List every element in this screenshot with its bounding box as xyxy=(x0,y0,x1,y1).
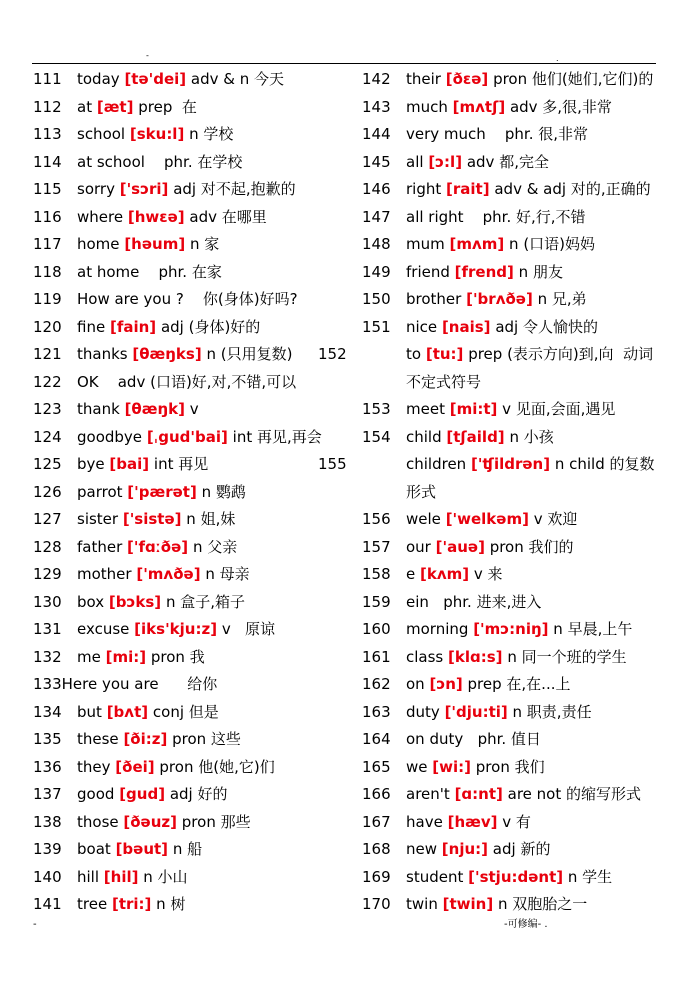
entry-phonetic: [æt] xyxy=(96,97,134,116)
vocab-entry xyxy=(362,561,662,589)
entry-phonetic: ['mʌðə] xyxy=(136,565,201,583)
entry-number: 158 xyxy=(362,565,391,583)
vocab-entry xyxy=(33,149,358,177)
vocab-entry xyxy=(33,286,358,314)
entry-number: 165 xyxy=(362,757,391,776)
entry-phonetic: [ði:z] xyxy=(123,730,168,748)
entry-word: meet xyxy=(406,400,445,418)
entry-phonetic: [ˌgud'bai] xyxy=(146,427,228,446)
entry-definition: adj 令人愉快的 xyxy=(495,317,598,336)
entry-word: box xyxy=(77,592,105,611)
entry-definition: 你(身体)好吗? xyxy=(188,290,298,308)
entry-definition: pron 我们的 xyxy=(489,537,574,556)
entry-word: their xyxy=(406,70,441,88)
vocab-entry xyxy=(33,671,358,699)
entry-phonetic: ['dju:ti] xyxy=(444,702,508,721)
entry-word: hill xyxy=(77,867,100,886)
entry-number: 159 xyxy=(362,592,391,611)
entry-word: our xyxy=(406,537,431,556)
entry-definition: v 来 xyxy=(473,565,503,583)
entry-word: very much xyxy=(406,125,486,143)
entry-definition: pron 我 xyxy=(150,647,205,666)
entry-definition: n 同一个班的学生 xyxy=(507,647,627,666)
entry-word: where xyxy=(77,207,124,226)
entry-phonetic: [hæv] xyxy=(447,812,498,831)
entry-number: 124 xyxy=(33,427,62,446)
entry-number: 134 xyxy=(33,702,62,721)
entry-word: duty xyxy=(406,702,440,721)
entry-word: to xyxy=(406,345,422,363)
entry-number: 141 xyxy=(33,895,62,913)
entry-definition: n 早晨,上午 xyxy=(553,620,633,638)
entry-word: class xyxy=(406,647,444,666)
entry-word: tree xyxy=(77,895,108,913)
entry-definition: int 再见 xyxy=(153,455,209,473)
entry-number: 144 xyxy=(362,125,391,143)
vocab-entry xyxy=(33,396,358,424)
vocab-entry xyxy=(362,94,662,122)
entry-definition: adv (口语)好,对,不错,可以 xyxy=(103,372,297,391)
entry-phonetic: [ðəuz] xyxy=(123,812,177,831)
vocab-entry xyxy=(33,561,358,589)
entry-phonetic: ['ʧildrən] xyxy=(470,455,551,473)
entry-word: goodbye xyxy=(77,427,143,446)
entry-phonetic: [nju:] xyxy=(441,840,489,858)
entry-definition: n 学校 xyxy=(189,125,234,143)
entry-word: right xyxy=(406,180,442,198)
vocab-entry xyxy=(362,864,662,892)
entry-phonetic: [iks'kju:z] xyxy=(134,620,218,638)
entry-definition: phr. 值日 xyxy=(468,730,541,748)
vocab-entry xyxy=(33,699,358,727)
entry-word: at school xyxy=(77,152,145,171)
vocab-entry xyxy=(33,589,358,617)
entry-definition: n 父亲 xyxy=(192,537,238,556)
entry-number: 143 xyxy=(362,97,391,116)
entry-number: 163 xyxy=(362,702,391,721)
vocab-entry xyxy=(362,836,662,864)
entry-phonetic: ['auə] xyxy=(435,537,485,556)
vocab-entry xyxy=(33,176,358,204)
entry-word: nice xyxy=(406,317,438,336)
vocab-entry xyxy=(362,699,662,727)
entry-number: 122 xyxy=(33,372,62,391)
entry-number: 137 xyxy=(33,785,62,803)
entry-definition: phr. 好,行,不错 xyxy=(468,207,586,226)
entry-word: father xyxy=(77,537,123,556)
entry-word: they xyxy=(77,757,111,776)
entry-phonetic: [bʌt] xyxy=(106,702,149,721)
entry-number: 138 xyxy=(33,812,62,831)
entry-phonetic: ['sɔri] xyxy=(119,180,169,198)
entry-definition: phr. 在学校 xyxy=(149,152,243,171)
entry-number: 126 xyxy=(33,482,62,501)
entry-word: thanks xyxy=(77,345,128,363)
entry-phonetic: [nais] xyxy=(441,317,491,336)
entry-word: OK xyxy=(77,372,99,391)
vocab-entry xyxy=(362,891,662,919)
entry-phonetic: [mi:] xyxy=(105,647,147,666)
entry-word: on xyxy=(406,675,425,693)
entry-word: sister xyxy=(77,510,119,528)
entry-word: thank xyxy=(77,400,120,418)
vocab-entry xyxy=(362,314,662,342)
entry-definition: v xyxy=(189,400,199,418)
entry-phonetic: [mi:t] xyxy=(449,400,498,418)
entry-word: fine xyxy=(77,317,106,336)
entry-definition: pron 那些 xyxy=(181,812,251,831)
footer-label: -可修编- . xyxy=(504,919,548,930)
vocab-entry xyxy=(33,314,358,342)
entry-definition: n 学生 xyxy=(567,867,613,886)
entry-definition: adj (身体)好的 xyxy=(160,317,261,336)
entry-number: 128 xyxy=(33,537,62,556)
vocab-entry xyxy=(33,66,358,94)
entry-phonetic: ['pærət] xyxy=(127,482,197,501)
entry-number: 129 xyxy=(33,565,62,583)
vocab-entry xyxy=(362,149,662,177)
entry-number: 146 xyxy=(362,180,391,198)
vocab-entry xyxy=(33,809,358,837)
entry-word: ein xyxy=(406,592,429,611)
vocab-entry xyxy=(362,204,662,232)
vocab-entry xyxy=(362,671,662,699)
vocab-entry xyxy=(362,754,662,782)
entry-number: 156 xyxy=(362,510,391,528)
entry-definition: n (口语)妈妈 xyxy=(509,235,596,253)
entry-phonetic: [frend] xyxy=(454,262,514,281)
entry-word: Here you are xyxy=(61,675,159,693)
entry-definition: adj 对不起,抱歉的 xyxy=(173,180,296,198)
entry-phonetic: [həum] xyxy=(124,235,186,253)
entry-word: bye xyxy=(77,455,105,473)
entry-number: 142 xyxy=(362,70,391,88)
footer-mark-left: - xyxy=(33,919,37,930)
entry-word: at home xyxy=(77,262,140,281)
entry-word: these xyxy=(77,730,119,748)
vocab-entry xyxy=(33,836,358,864)
vocab-entry xyxy=(362,231,662,259)
entry-number: 114 xyxy=(33,152,62,171)
entry-number: 113 xyxy=(33,125,62,143)
entry-number: 150 xyxy=(362,290,391,308)
entry-definition: pron 他们(她们,它们)的 xyxy=(493,70,654,88)
entry-definition: v 原谅 xyxy=(221,620,276,638)
entry-word: mother xyxy=(77,565,132,583)
entry-word: me xyxy=(77,647,101,666)
entry-number: 117 xyxy=(33,235,62,253)
entry-phonetic: [rait] xyxy=(446,180,490,198)
entry-number: 136 xyxy=(33,757,62,776)
entry-phonetic: [gud] xyxy=(119,785,166,803)
entry-word: but xyxy=(77,702,102,721)
entry-number: 170 xyxy=(362,895,391,913)
entry-phonetic: [hil] xyxy=(103,867,139,886)
entry-number: 145 xyxy=(362,152,391,171)
entry-word: all right xyxy=(406,207,464,226)
entry-number: 162 xyxy=(362,675,391,693)
entry-phonetic: [mʌm] xyxy=(449,235,505,253)
vocab-entry xyxy=(362,424,662,452)
entry-phonetic: [θæŋks] xyxy=(132,345,202,363)
entry-number: 115 xyxy=(33,180,62,198)
entry-phonetic: [tə'dei] xyxy=(124,70,187,88)
entry-word: brother xyxy=(406,290,462,308)
entry-definition: n 树 xyxy=(156,895,186,913)
entry-word: those xyxy=(77,812,119,831)
vocab-entry xyxy=(33,534,358,562)
entry-definition: n 朋友 xyxy=(518,262,563,281)
entry-word: have xyxy=(406,812,443,831)
vocab-entry xyxy=(362,121,662,149)
vocab-entry xyxy=(362,66,662,94)
entry-phonetic: ['fɑːðə] xyxy=(127,537,189,556)
vocab-entry xyxy=(33,479,358,507)
entry-number: 133 xyxy=(33,675,62,693)
vocab-entry xyxy=(33,369,358,397)
entry-number: 153 xyxy=(362,400,391,418)
vocab-entry xyxy=(362,286,662,314)
entry-phonetic: [fain] xyxy=(109,317,157,336)
entry-number: 154 xyxy=(362,427,391,446)
entry-phonetic: ['sistə] xyxy=(122,510,182,528)
entry-word: How are you ? xyxy=(77,290,184,308)
header-rule xyxy=(32,63,656,64)
entry-word: mum xyxy=(406,235,445,253)
vocab-entry xyxy=(318,451,662,506)
vocab-entry xyxy=(33,121,358,149)
entry-number: 123 xyxy=(33,400,62,418)
entry-number: 135 xyxy=(33,730,62,748)
entry-word: twin xyxy=(406,895,438,913)
entry-word: we xyxy=(406,757,428,776)
entry-word: children xyxy=(406,455,467,473)
entry-word: student xyxy=(406,867,464,886)
entry-definition: n 职责,责任 xyxy=(512,702,592,721)
vocab-entry xyxy=(362,534,662,562)
entry-word: parrot xyxy=(77,482,123,501)
vocab-entry xyxy=(362,726,662,754)
vocab-entry xyxy=(33,506,358,534)
entry-phonetic: [tu:] xyxy=(425,345,464,363)
entry-phonetic: [tri:] xyxy=(111,895,152,913)
entry-phonetic: ['mɔ:niŋ] xyxy=(473,620,549,638)
entry-phonetic: [hwεə] xyxy=(127,207,185,226)
entry-word: aren't xyxy=(406,785,450,803)
entry-word: excuse xyxy=(77,620,130,638)
entry-word: good xyxy=(77,785,115,803)
entry-definition: conj 但是 xyxy=(152,702,219,721)
entry-number: 140 xyxy=(33,867,62,886)
entry-word: wele xyxy=(406,510,441,528)
entry-number: 148 xyxy=(362,235,391,253)
vocab-entry xyxy=(362,644,662,672)
entry-definition: prep 在,在...上 xyxy=(467,675,571,693)
entry-number: 149 xyxy=(362,262,391,281)
vocab-entry xyxy=(33,644,358,672)
entry-phonetic: ['welkəm] xyxy=(445,510,529,528)
entry-number: 152 xyxy=(318,345,347,363)
entry-number: 166 xyxy=(362,785,391,803)
vocab-entry xyxy=(33,451,358,479)
entry-number: 161 xyxy=(362,647,391,666)
entry-definition: n 姐,妹 xyxy=(186,510,236,528)
entry-number: 160 xyxy=(362,620,391,638)
header-mark-left: - xyxy=(146,51,149,60)
entry-number: 164 xyxy=(362,730,391,748)
vocab-entry xyxy=(33,891,358,919)
vocab-entry xyxy=(33,864,358,892)
entry-definition: prep 在 xyxy=(138,97,197,116)
entry-number: 120 xyxy=(33,317,62,336)
entry-number: 157 xyxy=(362,537,391,556)
entry-phonetic: [ɔn] xyxy=(429,675,463,693)
entry-number: 132 xyxy=(33,647,62,666)
entry-number: 168 xyxy=(362,840,391,858)
vocab-entry xyxy=(33,781,358,809)
vocab-entry xyxy=(362,809,662,837)
vocab-entry xyxy=(362,616,662,644)
entry-definition: adv 在哪里 xyxy=(189,207,267,226)
entry-number: 131 xyxy=(33,620,62,638)
entry-number: 118 xyxy=(33,262,62,281)
entry-number: 127 xyxy=(33,510,62,528)
entry-number: 125 xyxy=(33,455,62,473)
header-mark-right: . xyxy=(556,54,559,63)
entry-definition: phr. 很,非常 xyxy=(490,125,589,143)
entry-definition: n (只用复数) xyxy=(206,345,293,363)
entry-number: 147 xyxy=(362,207,391,226)
entry-number: 121 xyxy=(33,345,62,363)
entry-phonetic: [wi:] xyxy=(432,757,471,776)
entry-word: e xyxy=(406,565,416,583)
entry-definition: adv 多,很,非常 xyxy=(509,97,612,116)
entry-number: 169 xyxy=(362,867,391,886)
entry-number: 111 xyxy=(33,70,62,88)
entry-definition: are not 的缩写形式 xyxy=(507,785,642,803)
entry-phonetic: [ðei] xyxy=(115,757,155,776)
entry-number: 155 xyxy=(318,455,347,473)
entry-phonetic: [bɔks] xyxy=(108,592,162,611)
entry-definition: adj 好的 xyxy=(169,785,228,803)
entry-word: on duty xyxy=(406,730,464,748)
entry-phonetic: ['stju:dənt] xyxy=(468,867,564,886)
entry-word: much xyxy=(406,97,448,116)
vocab-entry xyxy=(33,424,358,452)
vocab-entry xyxy=(362,176,662,204)
entry-definition: n 家 xyxy=(189,235,220,253)
vocab-entry xyxy=(33,94,358,122)
entry-definition: prep (表示方向)到,向 动词不定式符号 xyxy=(406,345,654,391)
entry-definition: adv 都,完全 xyxy=(466,152,549,171)
entry-definition: phr. 在家 xyxy=(144,262,222,281)
entry-word: morning xyxy=(406,620,469,638)
entry-word: school xyxy=(77,125,126,143)
vocab-entry xyxy=(33,616,358,644)
entry-word: sorry xyxy=(77,180,115,198)
entry-phonetic: [bəut] xyxy=(115,840,169,858)
entry-definition: pron 我们 xyxy=(475,757,545,776)
entry-definition: adv & n 今天 xyxy=(190,70,285,88)
entry-definition: n child 的复数形式 xyxy=(406,455,655,501)
vocab-entry xyxy=(33,341,358,369)
entry-definition: n 盒子,箱子 xyxy=(165,592,245,611)
entry-word: at xyxy=(77,97,93,116)
vocab-entry xyxy=(33,754,358,782)
vocab-entry xyxy=(33,231,358,259)
entry-phonetic: [ɑ:nt] xyxy=(454,785,503,803)
vocab-column-left xyxy=(33,66,358,919)
entry-phonetic: [ðεə] xyxy=(445,70,489,88)
entry-phonetic: ['brʌðə] xyxy=(466,290,533,308)
entry-phonetic: [tʃaild] xyxy=(446,427,505,446)
entry-word: boat xyxy=(77,840,111,858)
entry-phonetic: [mʌtʃ] xyxy=(452,97,506,116)
entry-number: 116 xyxy=(33,207,62,226)
entry-definition: adv & adj 对的,正确的 xyxy=(494,180,651,198)
entry-phonetic: [kʌm] xyxy=(420,565,470,583)
entry-number: 130 xyxy=(33,592,62,611)
entry-definition: phr. 进来,进入 xyxy=(433,592,542,611)
vocab-entry xyxy=(33,259,358,287)
entry-definition: v 有 xyxy=(502,812,531,831)
entry-word: new xyxy=(406,840,438,858)
vocab-column-right xyxy=(318,66,662,919)
entry-word: child xyxy=(406,427,442,446)
entry-phonetic: [ɔ:l] xyxy=(428,152,463,171)
entry-number: 139 xyxy=(33,840,62,858)
entry-definition: n 船 xyxy=(172,840,203,858)
vocab-entry xyxy=(362,396,662,424)
entry-number: 151 xyxy=(362,317,391,336)
entry-word: all xyxy=(406,152,424,171)
entry-number: 167 xyxy=(362,812,391,831)
entry-phonetic: [klɑ:s] xyxy=(448,647,503,666)
entry-definition: 给你 xyxy=(163,675,218,693)
entry-word: today xyxy=(77,70,120,88)
entry-definition: n 小山 xyxy=(143,867,188,886)
entry-definition: v 欢迎 xyxy=(533,510,578,528)
vocab-entry xyxy=(362,589,662,617)
vocab-entry xyxy=(362,781,662,809)
entry-phonetic: [twin] xyxy=(442,895,494,913)
entry-definition: pron 他(她,它)们 xyxy=(159,757,275,776)
entry-definition: n 双胞胎之一 xyxy=(497,895,588,913)
entry-number: 112 xyxy=(33,97,62,116)
entry-definition: int 再见,再会 xyxy=(232,427,322,446)
vocab-entry xyxy=(33,726,358,754)
entry-definition: n 小孩 xyxy=(509,427,554,446)
entry-definition: v 见面,会面,遇见 xyxy=(502,400,616,418)
entry-word: home xyxy=(77,235,120,253)
entry-number: 119 xyxy=(33,290,62,308)
entry-definition: n 母亲 xyxy=(205,565,250,583)
vocab-entry xyxy=(362,506,662,534)
entry-definition: pron 这些 xyxy=(172,730,241,748)
entry-phonetic: [bai] xyxy=(109,455,150,473)
vocab-entry xyxy=(33,204,358,232)
entry-phonetic: [sku:l] xyxy=(129,125,185,143)
vocab-entry xyxy=(318,341,662,396)
vocab-entry xyxy=(362,259,662,287)
entry-definition: n 鹦鹉 xyxy=(201,482,246,501)
entry-definition: adj 新的 xyxy=(492,840,551,858)
entry-phonetic: [θæŋk] xyxy=(124,400,185,418)
entry-word: friend xyxy=(406,262,450,281)
entry-definition: n 兄,弟 xyxy=(537,290,587,308)
